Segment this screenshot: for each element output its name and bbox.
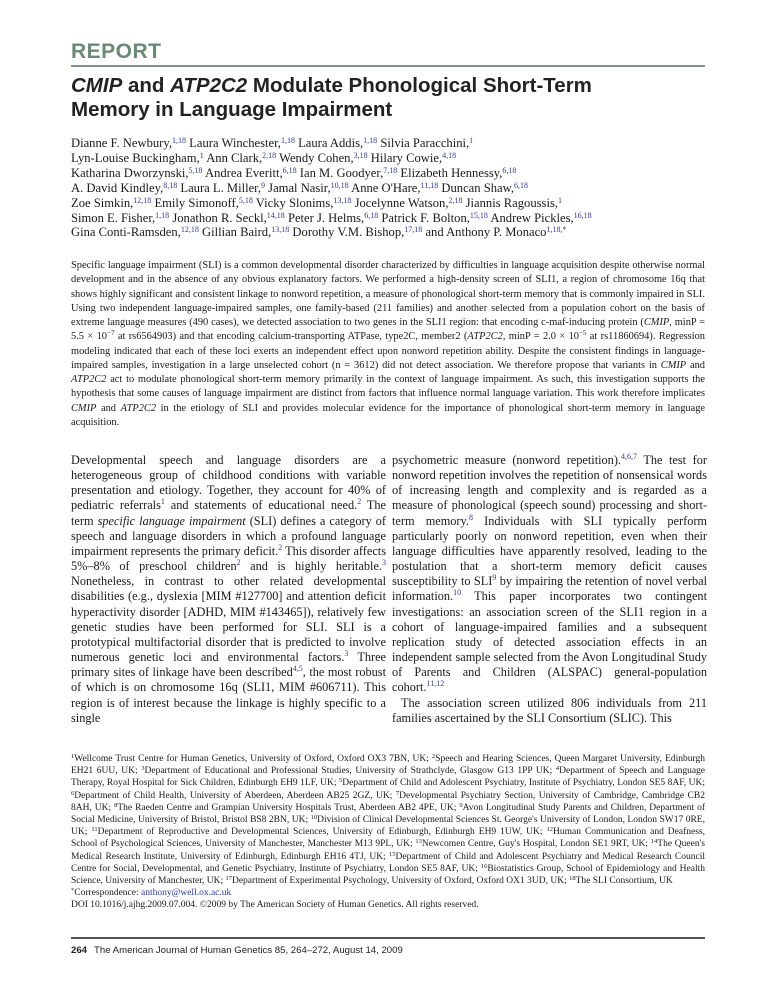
title-text: Modulate Phonological Short-Term xyxy=(247,74,592,97)
author: Katharina Dworzynski,$^{5,18}$ xyxy=(71,165,203,180)
affiliation-ref[interactable]: 8,18 xyxy=(163,180,178,190)
body-column-left xyxy=(71,453,386,726)
author: Andrea Everitt,$^{6,18}$ xyxy=(204,165,297,180)
affiliation: $^{10}$Division of Clinical Developmental Sciences St. George's University of London, London SW17 0RE, UK; xyxy=(71,814,705,838)
affiliation-ref[interactable]: 2,18 xyxy=(448,195,463,205)
header-divider xyxy=(71,65,705,67)
journal-citation: The American Journal of Human Genetics 85, 264–272, August 14, 2009 xyxy=(94,945,403,956)
author: Jiannis Ragoussis,$^1$ xyxy=(465,195,562,210)
author: Hilary Cowie,$^{4,18}$ xyxy=(370,150,457,165)
affiliation: $^{16}$Biostatistics Group, School of Epidemiology and Health Science, University of Manchester, UK; xyxy=(71,862,705,887)
citation-ref[interactable]: 2 xyxy=(278,542,283,552)
section-label: REPORT xyxy=(71,40,162,63)
author: Laura L. Miller,$^9$ xyxy=(180,180,266,195)
affiliation: $^{14}$The Queen's Medical Research Institute, University of Edinburgh, Edinburgh EH16 4TJ, UK; xyxy=(71,838,705,862)
affiliation-ref[interactable]: 2,18 xyxy=(262,150,277,160)
body-paragraph: Developmental speech and language disorders are a heterogeneous group of childhood conditions with variable presentation and etiology. Together, they account for 40% of pediatric referrals$^1$ and statements of educational need.$^2$ The term specific language impairment (SLI) defines a category of speech and language disorders in which a profound language impairment represents the primary deficit.$^2$ This disorder affects 5%–8% of preschool children$^2$ and is highly heritable.$^3$ Nonetheless, in contrast to other related developmental disabilities (e.g., dyslexia [MIM #127700] and attention deficit hyperactivity disorder [ADHD, MIM #143465]), relatively few genetic studies have been performed for SLI. SLI is a prototypical multifactorial disorder that is predicted to involve numerous genetic loci and environmental factors.$^3$ Three primary sites of linkage have been described$^{4,5}$, the most robust of which is on chromosome 16q (SLI1, MIM #606711). This region is of interest because the linkage is highly specific to a single xyxy=(71,453,387,725)
doi-copyright: DOI 10.1016/j.ajhg.2009.07.004. ©2009 by The American Society of Human Genetics. All rights reserved. xyxy=(71,900,479,911)
affiliation-ref[interactable]: 4,18 xyxy=(442,150,457,160)
affiliation-ref[interactable]: 13,18 xyxy=(271,225,290,235)
author: Ann Clark,$^{2,18}$ xyxy=(206,150,277,165)
author: Patrick F. Bolton,$^{15,18}$ xyxy=(381,210,488,225)
author: Elizabeth Hennessy,$^{6,18}$ xyxy=(400,165,517,180)
article-title xyxy=(71,74,711,122)
affiliation: $^{13}$Newcomen Centre, Guy's Hospital, London SE1 9RT, UK; xyxy=(415,838,651,850)
affiliation: $^{18}$The SLI Consortium, UK xyxy=(569,875,673,887)
affiliations-block xyxy=(71,753,705,912)
affiliation-ref[interactable]: 15,18 xyxy=(469,210,488,220)
author: Lyn-Louise Buckingham,$^1$ xyxy=(71,150,204,165)
body-paragraph: psychometric measure (nonword repetition).$^{4,6,7}$ The test for nonword repetition involves the repetition of nonsensical words of increasing length and complexity and is regarded as a measure of phonological (speech sound) processing and short-term memory.$^8$ Individuals with SLI typically perform particularly poorly on nonword repetition, even when their language difficulties have apparently resolved, leading to the postulation that a short-term memory deficit causes susceptibility to SLI$^9$ by impairing the retention of novel verbal information.$^{10}$ This paper incorporates two contingent investigations: an association screen of the SLI1 region in a cohort of language-impaired families and a subsequent replication study of detected association effects in an independent sample selected from the Avon Longitudinal Study of Parents and Children (ALSPAC) general-population cohort.$^{11,12}$ xyxy=(392,452,707,695)
title-gene-atp2c2: ATP2C2 xyxy=(170,74,248,97)
citation-ref[interactable]: 8 xyxy=(468,512,473,522)
affiliation-ref[interactable]: 7,18 xyxy=(383,165,398,175)
title-gene-cmip: CMIP xyxy=(71,74,123,97)
affiliation-ref[interactable]: 1,18 xyxy=(280,136,295,145)
author: Dorothy V.M. Bishop,$^{17,18}$ xyxy=(292,225,423,240)
affiliation-ref[interactable]: 11,18 xyxy=(420,180,439,190)
affiliation: $^4$Department of Speech and Language Therapy, Royal Hospital for Sick Children, Edinburgh EH9 1LF, UK; xyxy=(71,765,706,789)
citation-ref[interactable]: 2 xyxy=(357,497,362,507)
body-column-right xyxy=(392,453,707,726)
affiliation-ref[interactable]: 9 xyxy=(261,180,266,190)
affiliation-ref[interactable]: 10,18 xyxy=(330,180,349,190)
citation-ref[interactable]: 2 xyxy=(236,558,241,568)
affiliation-ref[interactable]: 5,18 xyxy=(238,195,253,205)
affiliation: $^8$The Raeden Centre and Grampian University Hospitals Trust, Aberdeen AB2 4PE, UK; xyxy=(114,801,460,813)
author: Peter J. Helms,$^{6,18}$ xyxy=(287,210,379,225)
author: Silvia Paracchini,$^1$ xyxy=(380,136,474,150)
author: Gillian Baird,$^{13,18}$ xyxy=(202,225,290,240)
author: Anne O'Hare,$^{11,18}$ xyxy=(351,180,439,195)
author: Vicky Slonims,$^{13,18}$ xyxy=(255,195,352,210)
affiliation: $^1$Wellcome Trust Centre for Human Genetics, University of Oxford, Oxford OX3 7BN, UK; xyxy=(71,753,432,764)
affiliation-list xyxy=(71,754,705,886)
affiliation-ref[interactable]: 12,18 xyxy=(180,225,199,235)
title-text: Memory in Language Impairment xyxy=(71,98,393,121)
correspondence: *Correspondence: anthony@well.ox.ac.uk xyxy=(71,887,232,899)
author: Laura Addis,$^{1,18}$ xyxy=(298,136,378,150)
author: Zoe Simkin,$^{12,18}$ xyxy=(71,195,152,210)
citation-ref[interactable]: 11,12 xyxy=(426,679,445,689)
affiliation-ref[interactable]: 14,18 xyxy=(266,210,285,220)
author: Jamal Nasir,$^{10,18}$ xyxy=(268,180,349,195)
citation-ref[interactable]: 4,5 xyxy=(292,664,303,674)
affiliation: $^{17}$Department of Experimental Psychology, University of Oxford, Oxford OX1 3UD, UK; xyxy=(225,875,570,887)
author: Duncan Shaw,$^{6,18}$ xyxy=(441,180,529,195)
page-number: 264 xyxy=(71,945,88,956)
citation-ref[interactable]: 3 xyxy=(344,649,349,659)
affiliation: $^{12}$Human Communication and Deafness, School of Psychological Sciences, University of Manchester, Manchester M13 9PL, UK; xyxy=(71,826,705,850)
title-text: and xyxy=(122,74,171,97)
affiliation: $^3$Department of Educational and Professional Studies, University of Strathclyde, Glasgow G13 1PP UK; xyxy=(141,765,556,777)
affiliation-ref[interactable]: 16,18 xyxy=(573,210,592,220)
author: Ian M. Goodyer,$^{7,18}$ xyxy=(299,165,398,180)
author: Jocelynne Watson,$^{2,18}$ xyxy=(354,195,463,210)
body-paragraph: The association screen utilized 806 individuals from 211 families ascertained by the SLI Consortium (SLIC). This xyxy=(392,695,707,725)
author: Simon E. Fisher,$^{1,18}$ xyxy=(71,210,170,225)
correspondence-email-link[interactable]: anthony@well.ox.ac.uk xyxy=(141,888,232,899)
affiliation-ref[interactable]: 1,18,* xyxy=(546,225,567,235)
author: Andrew Pickles,$^{16,18}$ xyxy=(490,210,592,225)
author: Emily Simonoff,$^{5,18}$ xyxy=(154,195,253,210)
affiliation: $^2$Speech and Hearing Sciences, Queen Margaret University, Edinburgh EH21 6UU, UK; xyxy=(71,753,705,777)
affiliation-ref[interactable]: 1,18 xyxy=(363,136,378,145)
affiliation-ref[interactable]: 5,18 xyxy=(188,165,203,175)
affiliation-ref[interactable]: 1 xyxy=(199,150,204,160)
author: Dianne F. Newbury,$^{1,18}$ xyxy=(71,136,187,150)
citation-ref[interactable]: 1 xyxy=(160,497,165,507)
affiliation-ref[interactable]: 17,18 xyxy=(404,225,423,235)
affiliation-ref[interactable]: 1,18 xyxy=(155,210,170,220)
author: and Anthony P. Monaco$^{1,18,*}$ xyxy=(425,225,567,240)
affiliation-ref[interactable]: 6,18 xyxy=(364,210,379,220)
affiliation-ref[interactable]: 1,18 xyxy=(172,136,187,145)
affiliation: $^{15}$Department of Child and Adolescent Psychiatry and Medical Research Council Centre for Social, Developmental, and Genetic Psychiatry, Institute of Psychiatry, London SE5 8AF, UK; xyxy=(71,850,705,874)
citation-ref[interactable]: 4,6,7 xyxy=(621,452,637,461)
citation-ref[interactable]: 3 xyxy=(382,558,386,568)
author: A. David Kindley,$^{8,18}$ xyxy=(71,180,178,195)
affiliation: $^6$Department of Child Health, University of Aberdeen, Aberdeen AB25 2GZ, UK; xyxy=(71,789,396,801)
affiliation-ref[interactable]: 6,18 xyxy=(502,165,517,175)
affiliation-ref[interactable]: 1 xyxy=(558,195,562,205)
citation-ref[interactable]: 10 xyxy=(453,588,462,598)
author-list xyxy=(71,136,711,240)
affiliation-ref[interactable]: 13,18 xyxy=(333,195,352,205)
author: Wendy Cohen,$^{3,18}$ xyxy=(279,150,368,165)
affiliation: $^9$Avon Longitudinal Study Parents and Children, Department of Social Medicine, University of Bristol, Bristol BS8 2BN, UK; xyxy=(71,801,705,826)
affiliation: $^7$Developmental Psychiatry Section, University of Cambridge, Cambridge CB2 8AH, UK; xyxy=(71,789,705,813)
affiliation: $^{11}$Department of Reproductive and Developmental Sciences, University of Edinburgh, Edinburgh EH9 1UW, UK; xyxy=(91,826,547,838)
author: Jonathon R. Seckl,$^{14,18}$ xyxy=(172,210,285,225)
affiliation-ref[interactable]: 6,18 xyxy=(514,180,529,190)
affiliation: $^5$Department of Child and Adolescent Psychiatry, Institute of Psychiatry, London SE5 8AF, UK; xyxy=(338,777,705,789)
author: Gina Conti-Ramsden,$^{12,18}$ xyxy=(71,225,199,240)
affiliation-ref[interactable]: 3,18 xyxy=(353,150,368,160)
page-footer xyxy=(71,945,403,956)
affiliation-ref[interactable]: 1 xyxy=(469,136,474,145)
footer-divider xyxy=(71,937,705,939)
abstract: Specific language impairment (SLI) is a common developmental disorder characterized by difficulties in language acquisition despite otherwise normal development and in the absence of any obvious explanatory factors. We performed a high-density screen of SLI1, a region of chromosome 16q that shows highly significant and consistent linkage to nonword repetition, a measure of phonological short-term memory that is commonly impaired in SLI. Using two independent language-impaired samples, one family-based (211 families) and another selected from a population cohort on the basis of extreme language measures (490 cases), we detected association to two genes in the SLI1 region: that encoding c-maf-inducing protein (CMIP, $\min P = 5.5 \times 10^{-7}$ at rs6564903) and that encoding calcium-transporting ATPase, type2C, member2 (ATP2C2, $\min P = 2.0 \times 10^{-5}$ at rs11860694). Regression modeling indicated that each of these loci exerts an independent effect upon nonword repetition ability. Despite the consistent findings in language-impaired samples, investigation in a large unselected cohort (n = 3612) did not detect association. We therefore propose that variants in CMIP and ATP2C2 act to modulate phonological short-term memory primarily in the context of language impairment. As such, this investigation supports the hypothesis that some causes of language impairment are distinct from factors that influence normal language variation. This work therefore implicates CMIP and ATP2C2 in the etiology of SLI and provides molecular evidence for the importance of phonological short-term memory in language acquisition. xyxy=(71,260,706,428)
affiliation-ref[interactable]: 6,18 xyxy=(282,165,297,175)
affiliation-ref[interactable]: 12,18 xyxy=(133,195,152,205)
citation-ref[interactable]: 9 xyxy=(492,573,497,583)
author: Laura Winchester,$^{1,18}$ xyxy=(189,136,295,150)
